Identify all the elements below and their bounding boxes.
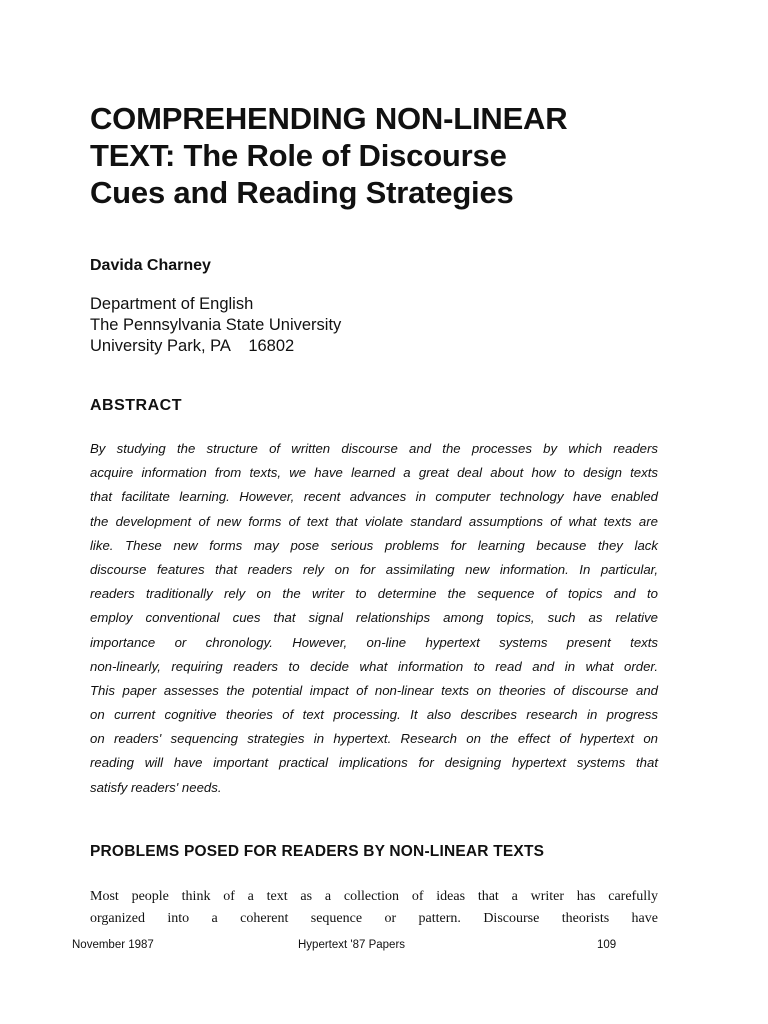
abstract-line: employ conventional cues that signal relationships among topics, such as relative: [90, 610, 658, 626]
abstract-body: [90, 437, 658, 800]
body-line: organized into a coherent sequence or pattern. Discourse theorists have: [90, 911, 658, 926]
footer-date: November 1987: [72, 939, 154, 951]
title-line: Cues and Reading Strategies: [90, 175, 514, 210]
abstract-heading: ABSTRACT: [90, 397, 182, 414]
abstract-line: that facilitate learning. However, recent advances in computer technology have enabled: [90, 489, 658, 505]
abstract-line: like. These new forms may pose serious problems for learning because they lack: [90, 537, 658, 553]
author-affiliation: [90, 294, 341, 357]
abstract-line: on readers' sequencing strategies in hypertext. Research on the effect of hypertext on: [90, 731, 658, 747]
page-number: 109: [597, 939, 617, 951]
section-body: [90, 886, 658, 930]
affiliation-line: The Pennsylvania State University: [90, 316, 342, 334]
affiliation-line: University Park, PA 16802: [90, 337, 295, 355]
author-name: Davida Charney: [90, 257, 211, 274]
abstract-line: By studying the structure of written discourse and the processes by which readers: [90, 441, 658, 456]
paper-title: [90, 100, 690, 211]
abstract-line: non-linearly, requiring readers to decide what information to read and in what order.: [90, 658, 658, 674]
abstract-line: discourse features that readers rely on for assimilating new information. In particular,: [90, 561, 658, 577]
abstract-line: reading will have important practical implications for designing hypertext systems that: [90, 755, 658, 771]
abstract-line: importance or chronology. However, on-line hypertext systems present texts: [90, 634, 658, 650]
body-line: Most people think of a text as a collection of ideas that a writer has carefully: [90, 889, 658, 904]
abstract-line: on current cognitive theories of text processing. It also describes research in progress: [90, 707, 658, 723]
title-line: COMPREHENDING NON-LINEAR: [90, 101, 568, 136]
title-line: TEXT: The Role of Discourse: [90, 138, 507, 173]
abstract-line: the development of new forms of text that violate standard assumptions of what texts are: [90, 513, 658, 529]
section-heading: PROBLEMS POSED FOR READERS BY NON-LINEAR TEXTS: [90, 843, 545, 860]
footer-publication: Hypertext '87 Papers: [298, 939, 406, 951]
abstract-line: acquire information from texts, we have learned a great deal about how to design texts: [90, 465, 658, 481]
affiliation-line: Department of English: [90, 295, 254, 313]
abstract-line: readers traditionally rely on the writer to determine the sequence of topics and to: [90, 586, 658, 602]
abstract-line: This paper assesses the potential impact of non-linear texts on theories of discourse and: [90, 682, 658, 698]
abstract-line: satisfy readers' needs.: [90, 779, 222, 795]
